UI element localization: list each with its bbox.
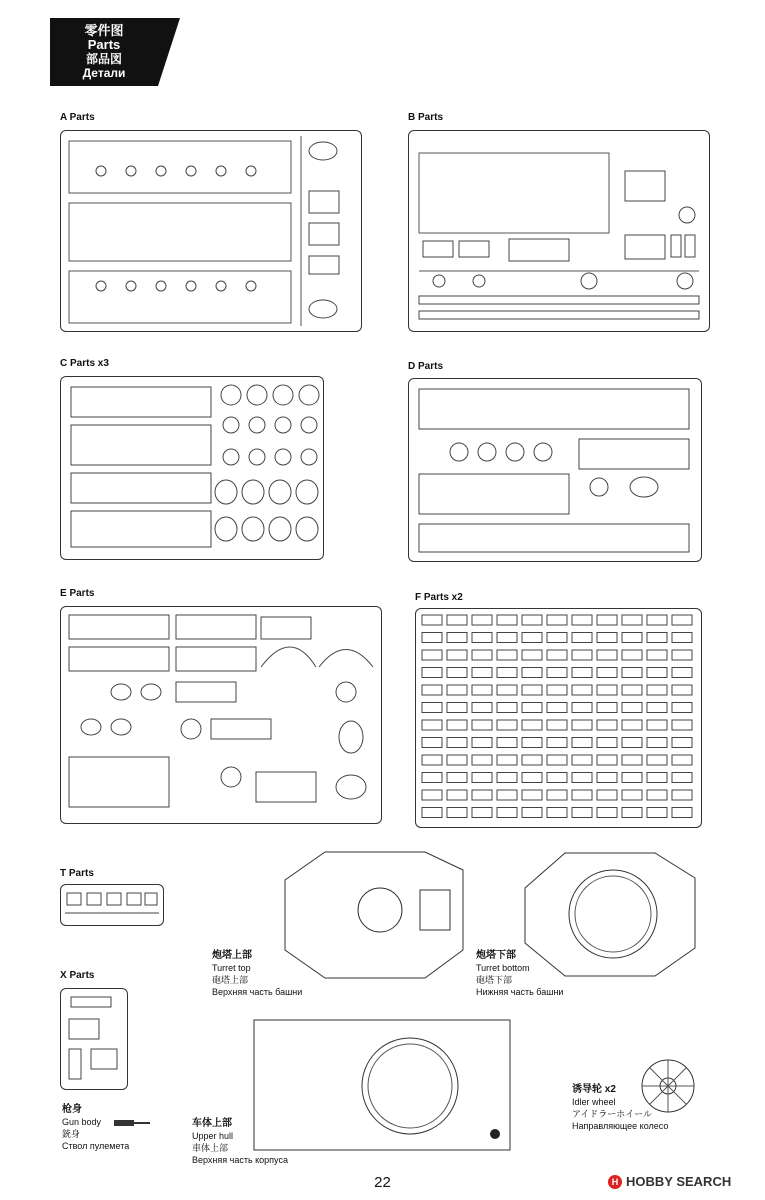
track-link bbox=[572, 755, 592, 765]
track-link bbox=[647, 615, 667, 625]
track-link bbox=[672, 738, 692, 748]
track-link bbox=[622, 738, 642, 748]
watermark-text: HOBBY SEARCH bbox=[626, 1174, 732, 1189]
track-link bbox=[672, 650, 692, 660]
turret-bottom-ru: Нижняя часть башни bbox=[476, 987, 564, 997]
track-link bbox=[672, 615, 692, 625]
track-link bbox=[497, 720, 517, 730]
track-link bbox=[447, 808, 467, 818]
track-link bbox=[522, 685, 542, 695]
sprue-f-frame bbox=[415, 608, 702, 828]
track-link bbox=[497, 615, 517, 625]
track-link bbox=[672, 790, 692, 800]
track-link bbox=[497, 738, 517, 748]
track-link bbox=[522, 755, 542, 765]
track-link bbox=[422, 685, 442, 695]
track-link bbox=[422, 808, 442, 818]
track-link bbox=[422, 633, 442, 643]
track-link bbox=[672, 808, 692, 818]
sprue-e-drawing bbox=[61, 607, 381, 823]
turret-bottom-jp: 砲塔下部 bbox=[476, 975, 513, 985]
header-en: Parts bbox=[87, 37, 121, 52]
sprue-d-drawing bbox=[409, 379, 701, 561]
track-link bbox=[447, 633, 467, 643]
sprue-c-drawing bbox=[61, 377, 323, 559]
track-link bbox=[572, 650, 592, 660]
upper-hull-drawing bbox=[250, 1016, 515, 1156]
track-link bbox=[622, 633, 642, 643]
track-link bbox=[472, 633, 492, 643]
turret-top-jp: 砲塔上部 bbox=[212, 975, 249, 985]
track-link bbox=[672, 773, 692, 783]
turret-bottom-caption bbox=[476, 950, 563, 998]
track-link bbox=[672, 755, 692, 765]
sprue-t-drawing bbox=[61, 885, 163, 925]
track-link bbox=[472, 685, 492, 695]
turret-top-cn: 炮塔上部 bbox=[212, 950, 252, 961]
track-link bbox=[497, 650, 517, 660]
header-cn: 零件图 bbox=[84, 23, 124, 38]
track-link bbox=[622, 773, 642, 783]
parts-header bbox=[50, 18, 158, 86]
track-link bbox=[622, 615, 642, 625]
track-link bbox=[522, 615, 542, 625]
track-link bbox=[472, 755, 492, 765]
track-link bbox=[447, 615, 467, 625]
track-link bbox=[447, 668, 467, 678]
sprue-f-drawing bbox=[416, 609, 701, 827]
track-link bbox=[447, 790, 467, 800]
track-link bbox=[572, 633, 592, 643]
track-link bbox=[647, 808, 667, 818]
track-link bbox=[547, 703, 567, 713]
track-link bbox=[522, 703, 542, 713]
sprue-t-label: T Parts bbox=[60, 868, 94, 879]
track-link bbox=[472, 738, 492, 748]
track-link bbox=[472, 773, 492, 783]
track-link bbox=[622, 668, 642, 678]
turret-top-ru: Верхняя часть башни bbox=[212, 987, 303, 997]
gun-body-ru: Ствол пулемета bbox=[62, 1141, 130, 1151]
sprue-x-label: X Parts bbox=[60, 970, 95, 981]
sprue-a-drawing bbox=[61, 131, 361, 331]
track-link bbox=[422, 720, 442, 730]
track-link bbox=[497, 633, 517, 643]
track-link bbox=[422, 773, 442, 783]
track-link bbox=[522, 790, 542, 800]
track-link bbox=[422, 738, 442, 748]
track-link bbox=[447, 703, 467, 713]
turret-bottom-en: Turret bottom bbox=[476, 963, 530, 973]
track-link bbox=[622, 755, 642, 765]
idler-wheel-jp: アイドラーホイール bbox=[572, 1109, 653, 1119]
track-link bbox=[597, 738, 617, 748]
track-link bbox=[622, 650, 642, 660]
track-link bbox=[422, 650, 442, 660]
track-link bbox=[547, 615, 567, 625]
track-link bbox=[597, 773, 617, 783]
track-link bbox=[472, 720, 492, 730]
track-link bbox=[622, 790, 642, 800]
track-link bbox=[497, 668, 517, 678]
track-link bbox=[597, 615, 617, 625]
track-link bbox=[572, 703, 592, 713]
gun-body-drawing bbox=[112, 1116, 152, 1128]
sprue-e-label: E Parts bbox=[60, 588, 95, 599]
upper-hull-en: Upper hull bbox=[192, 1131, 234, 1141]
track-link bbox=[522, 720, 542, 730]
track-link bbox=[572, 615, 592, 625]
upper-hull-jp: 車体上部 bbox=[192, 1143, 229, 1153]
track-link bbox=[597, 790, 617, 800]
header-jp: 部品図 bbox=[85, 52, 122, 66]
track-link bbox=[622, 703, 642, 713]
track-link bbox=[447, 720, 467, 730]
track-link bbox=[547, 668, 567, 678]
track-link bbox=[497, 755, 517, 765]
track-link bbox=[672, 703, 692, 713]
idler-wheel-en: Idler wheel bbox=[572, 1097, 616, 1107]
upper-hull-cn: 车体上部 bbox=[192, 1118, 232, 1129]
track-link bbox=[647, 738, 667, 748]
header-ru: Детали bbox=[82, 66, 126, 80]
idler-wheel-caption bbox=[572, 1084, 668, 1132]
upper-hull-caption bbox=[192, 1118, 288, 1166]
sprue-c-label: C Parts x3 bbox=[60, 358, 109, 369]
track-link bbox=[547, 685, 567, 695]
turret-top-en: Turret top bbox=[212, 963, 251, 973]
track-link bbox=[597, 685, 617, 695]
track-link bbox=[472, 668, 492, 678]
track-link bbox=[422, 668, 442, 678]
sprue-a-frame bbox=[60, 130, 362, 332]
track-link bbox=[597, 755, 617, 765]
track-link bbox=[647, 790, 667, 800]
track-link bbox=[547, 790, 567, 800]
track-link bbox=[497, 685, 517, 695]
track-link bbox=[547, 738, 567, 748]
track-link bbox=[547, 720, 567, 730]
sprue-f-label: F Parts x2 bbox=[415, 592, 463, 603]
track-link bbox=[572, 685, 592, 695]
track-link bbox=[622, 720, 642, 730]
turret-top-caption bbox=[212, 950, 302, 998]
track-link bbox=[597, 633, 617, 643]
track-link bbox=[447, 773, 467, 783]
track-link bbox=[522, 650, 542, 660]
track-link bbox=[472, 615, 492, 625]
track-link bbox=[647, 668, 667, 678]
track-link bbox=[572, 808, 592, 818]
track-link bbox=[522, 738, 542, 748]
track-link bbox=[572, 738, 592, 748]
idler-wheel-ru: Направляющее колесо bbox=[572, 1121, 669, 1131]
track-link bbox=[597, 668, 617, 678]
track-link bbox=[422, 615, 442, 625]
track-link bbox=[497, 808, 517, 818]
track-link bbox=[647, 650, 667, 660]
track-link bbox=[472, 808, 492, 818]
track-link bbox=[597, 650, 617, 660]
sprue-b-label: B Parts bbox=[408, 112, 444, 123]
track-link bbox=[647, 755, 667, 765]
gun-body-cn: 枪身 bbox=[62, 1104, 82, 1115]
track-link bbox=[547, 755, 567, 765]
track-link bbox=[522, 773, 542, 783]
hobby-search-logo-icon: H bbox=[608, 1175, 622, 1189]
track-link bbox=[447, 685, 467, 695]
sprue-b-drawing bbox=[409, 131, 709, 331]
track-link bbox=[522, 808, 542, 818]
track-link bbox=[422, 703, 442, 713]
upper-hull-ru: Верхняя часть корпуса bbox=[192, 1155, 288, 1165]
track-link bbox=[572, 720, 592, 730]
track-link bbox=[497, 790, 517, 800]
track-link bbox=[672, 668, 692, 678]
page-number: 22 bbox=[374, 1174, 391, 1191]
track-link bbox=[672, 720, 692, 730]
turret-bottom-cn: 炮塔下部 bbox=[476, 950, 516, 961]
track-link bbox=[447, 738, 467, 748]
header-corner bbox=[158, 18, 180, 86]
track-link bbox=[422, 790, 442, 800]
track-link bbox=[572, 668, 592, 678]
watermark bbox=[608, 1174, 731, 1189]
track-link bbox=[472, 650, 492, 660]
track-link bbox=[597, 808, 617, 818]
track-link bbox=[622, 685, 642, 695]
track-link bbox=[497, 773, 517, 783]
sprue-d-label: D Parts bbox=[408, 361, 444, 372]
sprue-x-drawing bbox=[61, 989, 127, 1089]
sprue-x-frame bbox=[60, 988, 128, 1090]
idler-wheel-cn: 诱导轮 x2 bbox=[572, 1084, 616, 1095]
track-link bbox=[547, 650, 567, 660]
track-link bbox=[622, 808, 642, 818]
track-link bbox=[672, 633, 692, 643]
track-link bbox=[547, 633, 567, 643]
track-link bbox=[522, 668, 542, 678]
track-link bbox=[447, 650, 467, 660]
track-link bbox=[647, 633, 667, 643]
gun-body-en: Gun body bbox=[62, 1117, 102, 1127]
track-link bbox=[597, 703, 617, 713]
track-link bbox=[472, 703, 492, 713]
track-link bbox=[547, 773, 567, 783]
sprue-t-frame bbox=[60, 884, 164, 926]
track-link bbox=[647, 773, 667, 783]
track-link bbox=[472, 790, 492, 800]
track-link bbox=[422, 755, 442, 765]
track-link bbox=[447, 755, 467, 765]
gun-body-jp: 銃身 bbox=[62, 1129, 81, 1139]
track-link bbox=[572, 790, 592, 800]
sprue-e-frame bbox=[60, 606, 382, 824]
track-link bbox=[547, 808, 567, 818]
track-link bbox=[647, 703, 667, 713]
sprue-c-frame bbox=[60, 376, 324, 560]
track-link bbox=[522, 633, 542, 643]
track-link bbox=[497, 703, 517, 713]
sprue-d-frame bbox=[408, 378, 702, 562]
sprue-a-label: A Parts bbox=[60, 112, 95, 123]
track-link bbox=[647, 685, 667, 695]
track-link bbox=[647, 720, 667, 730]
track-link bbox=[572, 773, 592, 783]
track-link bbox=[597, 720, 617, 730]
track-link bbox=[672, 685, 692, 695]
sprue-b-frame bbox=[408, 130, 710, 332]
